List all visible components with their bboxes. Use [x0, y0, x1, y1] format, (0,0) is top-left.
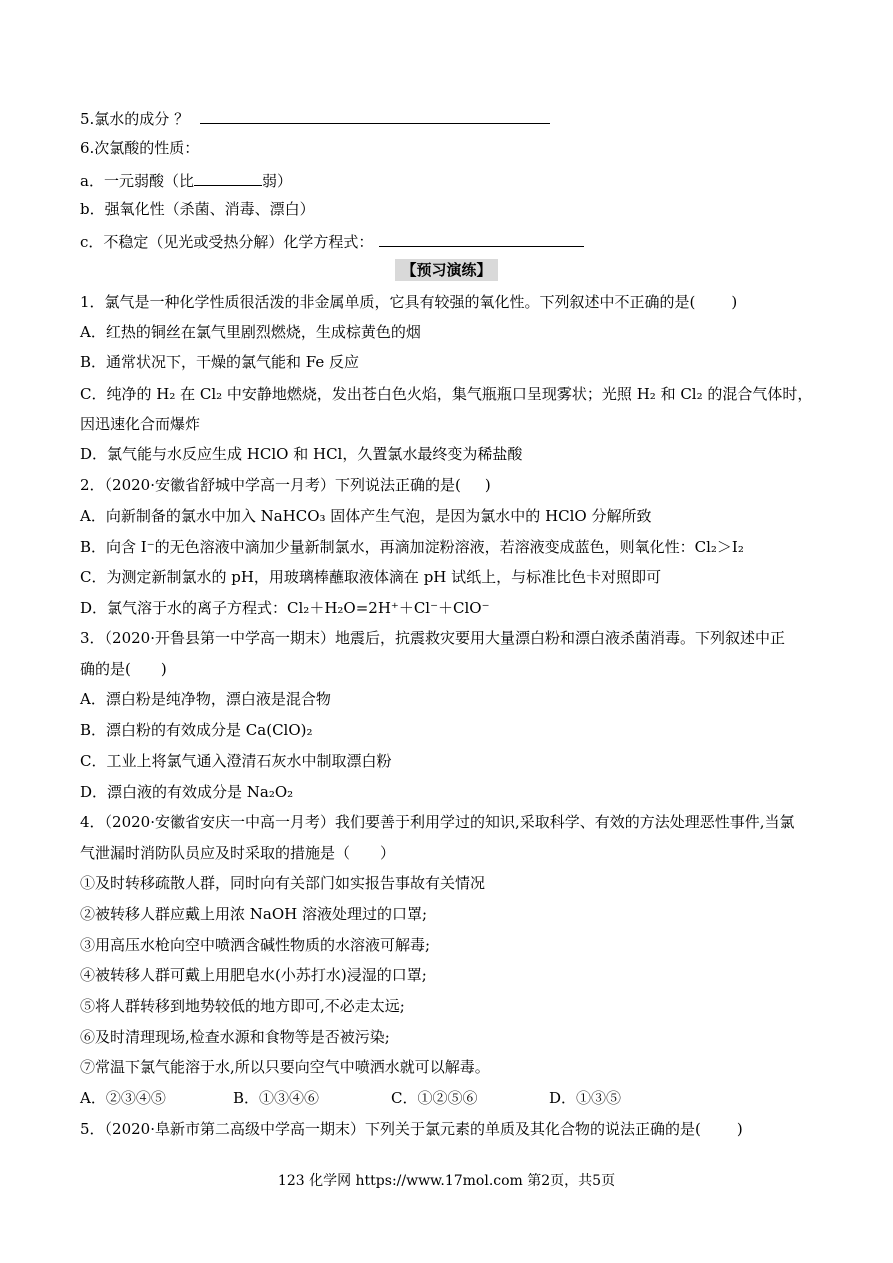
q2-stem: [80, 475, 491, 495]
q2-option-d: D．氯气溶于水的离子方程式：Cl₂＋H₂O=2H⁺＋Cl⁻＋ClO⁻: [80, 599, 490, 617]
q2-option-a: A．向新制备的氯水中加入 NaHCO₃ 固体产生气泡，是因为氯水中的 HClO 分解所致: [80, 507, 652, 525]
q4-item-6: ⑥及时清理现场,检查水源和食物等是否被污染;: [80, 1028, 390, 1046]
sec6-a-pre: a．一元弱酸（比: [80, 172, 194, 190]
q1-option-d: D．氯气能与水反应生成 HClO 和 HCl，久置氯水最终变为稀盐酸: [80, 445, 523, 463]
q3-option-b: B．漂白粉的有效成分是 Ca(ClO)₂: [80, 721, 313, 739]
q3-paren-close: ): [160, 660, 167, 678]
q4-item-2: ②被转移人群应戴上用浓 NaOH 溶液处理过的口罩;: [80, 905, 428, 923]
q4-option-c: C．①②⑤⑥: [391, 1089, 478, 1107]
page-footer: 123 化学网 https://www.17mol.com 第2页，共5页: [277, 1173, 616, 1189]
q3-stem-line1: 3．（2020·开鲁县第一中学高一期末）地震后，抗震救灾要用大量漂白粉和漂白液杀菌消毒。下列叙述中正: [80, 629, 785, 647]
q5-stem-text: 5．（2020·阜新市第二高级中学高一期末）下列关于氯元素的单质及其化合物的说法正确的是(: [80, 1120, 701, 1138]
q1-option-a: A．红热的铜丝在氯气里剧烈燃烧，生成棕黄色的烟: [80, 323, 421, 341]
q3-option-c: C．工业上将氯气通入澄清石灰水中制取漂白粉: [80, 752, 392, 770]
sec6-item-c: [80, 230, 584, 252]
q5-paren-close: ): [736, 1120, 743, 1138]
q2-paren-close: ): [484, 476, 491, 494]
q2-stem-text: 2．（2020·安徽省舒城中学高一月考）下列说法正确的是(: [80, 476, 461, 494]
sec6-a-post: 弱）: [261, 172, 292, 190]
q1-stem-text: 1．氯气是一种化学性质很活泼的非金属单质，它具有较强的氧化性。下列叙述中不正确的是(: [80, 293, 696, 311]
q4-stem-line2: [80, 843, 395, 863]
q4-option-b: B．①③④⑥: [233, 1089, 320, 1107]
q3-option-a: A．漂白粉是纯净物，漂白液是混合物: [80, 690, 331, 708]
sec6-title: 6.次氯酸的性质：: [80, 139, 200, 157]
sec6-a-blank[interactable]: [194, 169, 262, 186]
exercise-title: 【预习演练】: [395, 259, 497, 281]
q4-option-d: D．①③⑤: [549, 1089, 622, 1107]
q4-item-5: ⑤将人群转移到地势较低的地方即可,不必走太远;: [80, 997, 405, 1015]
q5-stem: [80, 1119, 743, 1139]
q1-stem: [80, 292, 737, 312]
q2-option-c: C．为测定新制氯水的 pH，用玻璃棒蘸取液体滴在 pH 试纸上，与标准比色卡对照即可: [80, 568, 662, 586]
q1-paren-close: ): [731, 293, 738, 311]
q1-option-c-line2: 因迅速化合而爆炸: [80, 415, 201, 433]
sec6-item-a: [80, 169, 292, 191]
q4-paren-close: ）: [380, 844, 396, 862]
q1-option-b: B．通常状况下，干燥的氯气能和 Fe 反应: [80, 353, 360, 371]
q4-option-a: A．②③④⑤: [80, 1089, 166, 1107]
q3-stem-text: 确的是(: [80, 660, 131, 678]
q4-item-4: ④被转移人群可戴上用肥皂水(小苏打水)浸湿的口罩;: [80, 966, 427, 984]
q4-item-1: ①及时转移疏散人群，同时向有关部门如实报告事故有关情况: [80, 874, 486, 892]
sec6-c-text: c．不稳定（见光或受热分解）化学方程式：: [80, 233, 374, 251]
sec5-text: 5.氯水的成分 ？: [80, 110, 190, 128]
q1-option-c-line1: C．纯净的 H₂ 在 Cl₂ 中安静地燃烧，发出苍白色火焰，集气瓶瓶口呈现雾状；光照 H₂ 和 Cl₂ 的混合气体时，: [80, 385, 813, 403]
q4-item-3: ③用高压水枪向空中喷洒含碱性物质的水溶液可解毒;: [80, 936, 431, 954]
sec6-item-b: b．强氧化性（杀菌、消毒、漂白）: [80, 200, 315, 218]
q4-stem-line1: 4．（2020·安徽省安庆一中高一月考）我们要善于利用学过的知识,采取科学、有效的方法处理恶性事件,当氯: [80, 813, 795, 831]
exercise-title-wrap: [0, 259, 893, 281]
sec6-c-blank[interactable]: [379, 230, 584, 247]
q3-stem-line2: [80, 659, 167, 679]
q3-option-d: D．漂白液的有效成分是 Na₂O₂: [80, 783, 294, 801]
sec5-line: [80, 107, 550, 129]
q4-item-7: ⑦常温下氯气能溶于水,所以只要向空气中喷洒水就可以解毒。: [80, 1058, 490, 1076]
sec5-answer-blank[interactable]: [200, 107, 550, 124]
q4-stem-text: 气泄漏时消防队员应及时采取的措施是（: [80, 844, 351, 862]
q2-option-b: B．向含 I⁻的无色溶液中滴加少量新制氯水，再滴加淀粉溶液，若溶液变成蓝色，则氧化性：Cl₂＞I₂: [80, 538, 744, 556]
